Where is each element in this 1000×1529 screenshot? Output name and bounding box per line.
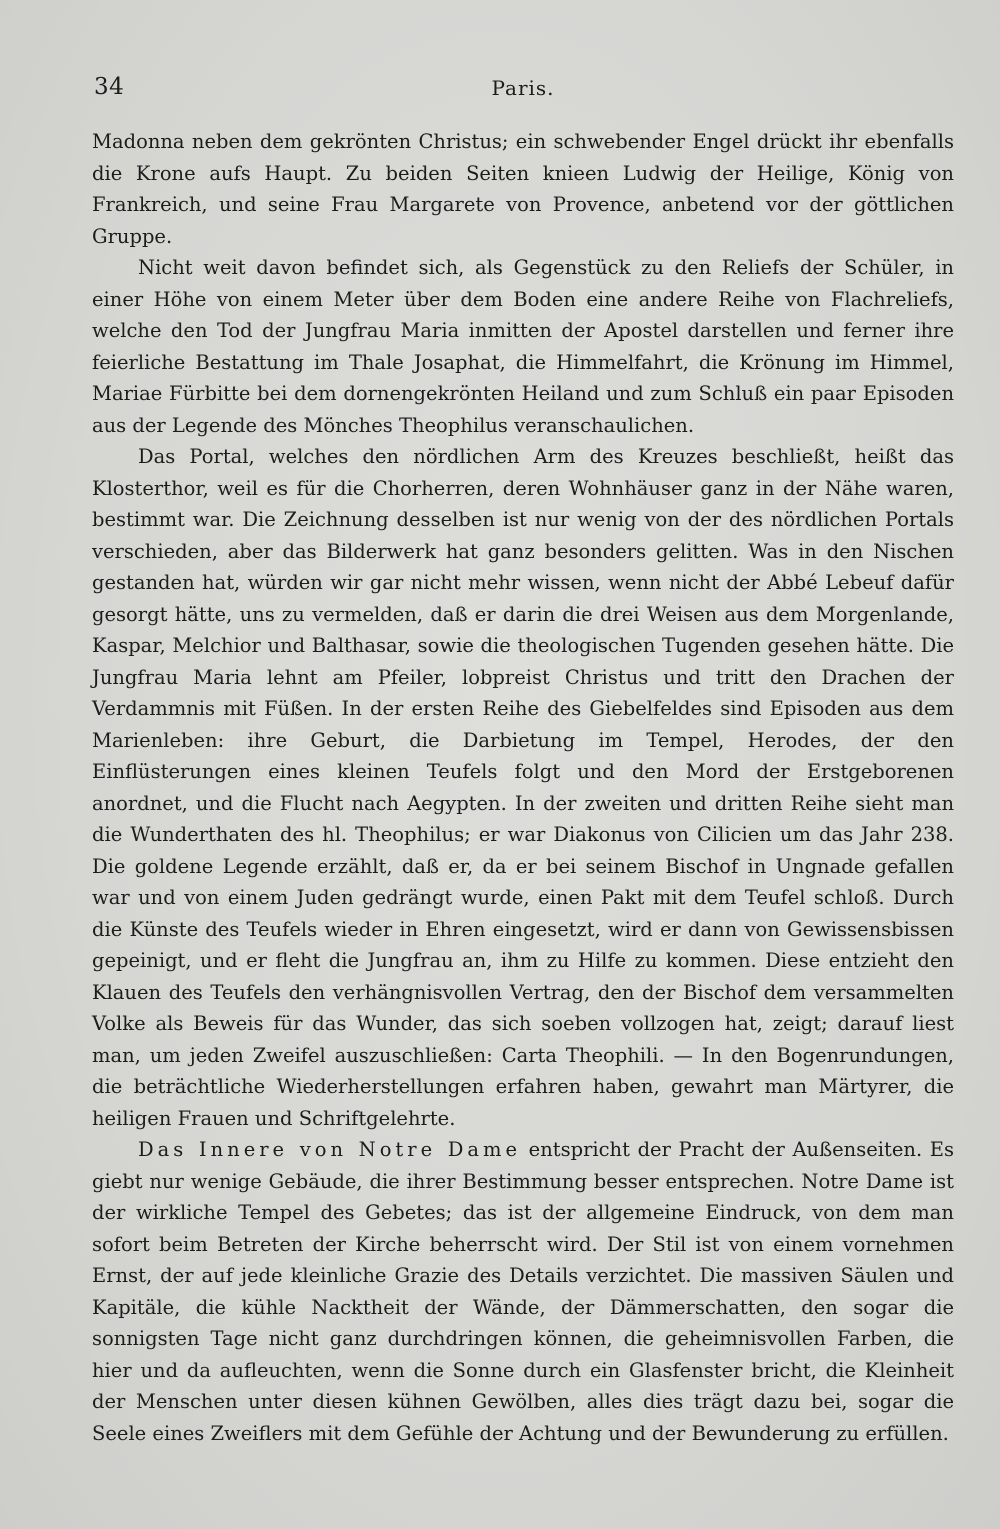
paragraph-klosterthor: Das Portal, welches den nördlichen Arm des Kreuzes beschließt, heißt das Klosterthor, weil es für die Chorherren, deren Wohnhäuser ganz in der Nähe waren, bestimmt war. Die Zeichnung desselben ist nur wenig von der des nördlichen Portals verschieden, aber das Bilderwerk hat ganz besonders gelitten. Was in den Nischen gestanden hat, würden wir gar nicht mehr wissen, wenn nicht der Abbé Lebeuf dafür gesorgt hätte, uns zu vermelden, daß er darin die drei Weisen aus dem Morgenlande, Kaspar, Melchior und Balthasar, sowie die theologischen Tugenden gesehen hätte. Die Jungfrau Maria lehnt am Pfeiler, lobpreist Christus und tritt den Drachen der Verdammnis mit Füßen. In der ersten Reihe des Giebelfeldes sind Episoden aus dem Marienleben: ihre Geburt, die Darbietung im Tempel, Herodes, der den Einflüsterungen eines kleinen Teufels folgt und den Mord der Erstgeborenen anordnet, und die Flucht nach Aegypten. In der zweiten und dritten Reihe sieht man die Wunderthaten des hl. Theophilus; er war Diakonus von Cilicien um das Jahr 238. Die goldene Legende erzählt, daß er, da er bei seinem Bischof in Ungnade gefallen war und von einem Juden gedrängt wurde, einen Pakt mit dem Teufel schloß. Durch die Künste des Teufels wieder in Ehren eingesetzt, wird er dann von Gewissensbissen gepeinigt, und er fleht die Jungfrau an, ihm zu Hilfe zu kommen. Diese entzieht den Klauen des Teufels den verhängnisvollen Vertrag, den der Bischof dem versammelten Volke als Beweis für das Wunder, das sich soeben vollzogen hat, zeigt; darauf liest man, um jeden Zweifel auszuschließen: Carta Theophili. — In den Bogenrundungen, die beträchtliche Wiederherstellungen erfahren haben, gewahrt man Märtyrer, die heiligen Frauen und Schriftgelehrte. xyxy=(92,445,954,1130)
paragraph-interior-text: entspricht der Pracht der Außenseiten. Es giebt nur wenige Gebäude, die ihrer Bestimmung besser entsprechen. Notre Dame ist der wirkliche Tempel des Gebetes; das ist der allgemeine Eindruck, von dem man sofort beim Betreten der Kirche beherrscht wird. Der Stil ist von einem vornehmen Ernst, der auf jede kleinliche Grazie des Details verzichtet. Die massiven Säulen und Kapitäle, die kühle Nacktheit der Wände, der Dämmerschatten, den sogar die sonnigsten Tage nicht ganz durchdringen können, die geheimnisvollen Farben, die hier und da aufleuchten, wenn die Sonne durch ein Glasfenster bricht, die Kleinheit der Menschen unter diesen kühnen Gewölben, alles dies trägt dazu bei, sogar die Seele eines Zweiflers mit dem Gefühle der Achtung und der Bewunderung zu erfüllen. xyxy=(92,1138,954,1445)
running-head: Paris. xyxy=(491,76,555,100)
paragraph-interior xyxy=(92,1134,954,1449)
paragraph-continued: Madonna neben dem gekrönten Christus; ein schwebender Engel drückt ihr ebenfalls die Krone aufs Haupt. Zu beiden Seiten knieen Ludwig der Heilige, König von Frankreich, und seine Frau Margarete von Provence, anbetend vor der göttlichen Gruppe. xyxy=(92,130,954,248)
body-text xyxy=(92,126,954,1449)
page-number: 34 xyxy=(94,74,125,100)
spaced-lead-text: Das Innere von Notre Dame xyxy=(138,1138,522,1161)
paragraph-reliefs: Nicht weit davon befindet sich, als Gegenstück zu den Reliefs der Schüler, in einer Höhe von einem Meter über dem Boden eine andere Reihe von Flachreliefs, welche den Tod der Jungfrau Maria inmitten der Apostel darstellen und ferner ihre feierliche Bestattung im Thale Josaphat, die Himmelfahrt, die Krönung im Himmel, Mariae Fürbitte bei dem dornengekrönten Heiland und zum Schluß ein paar Episoden aus der Legende des Mönches Theophilus veranschaulichen. xyxy=(92,256,954,437)
page-header xyxy=(94,74,952,104)
